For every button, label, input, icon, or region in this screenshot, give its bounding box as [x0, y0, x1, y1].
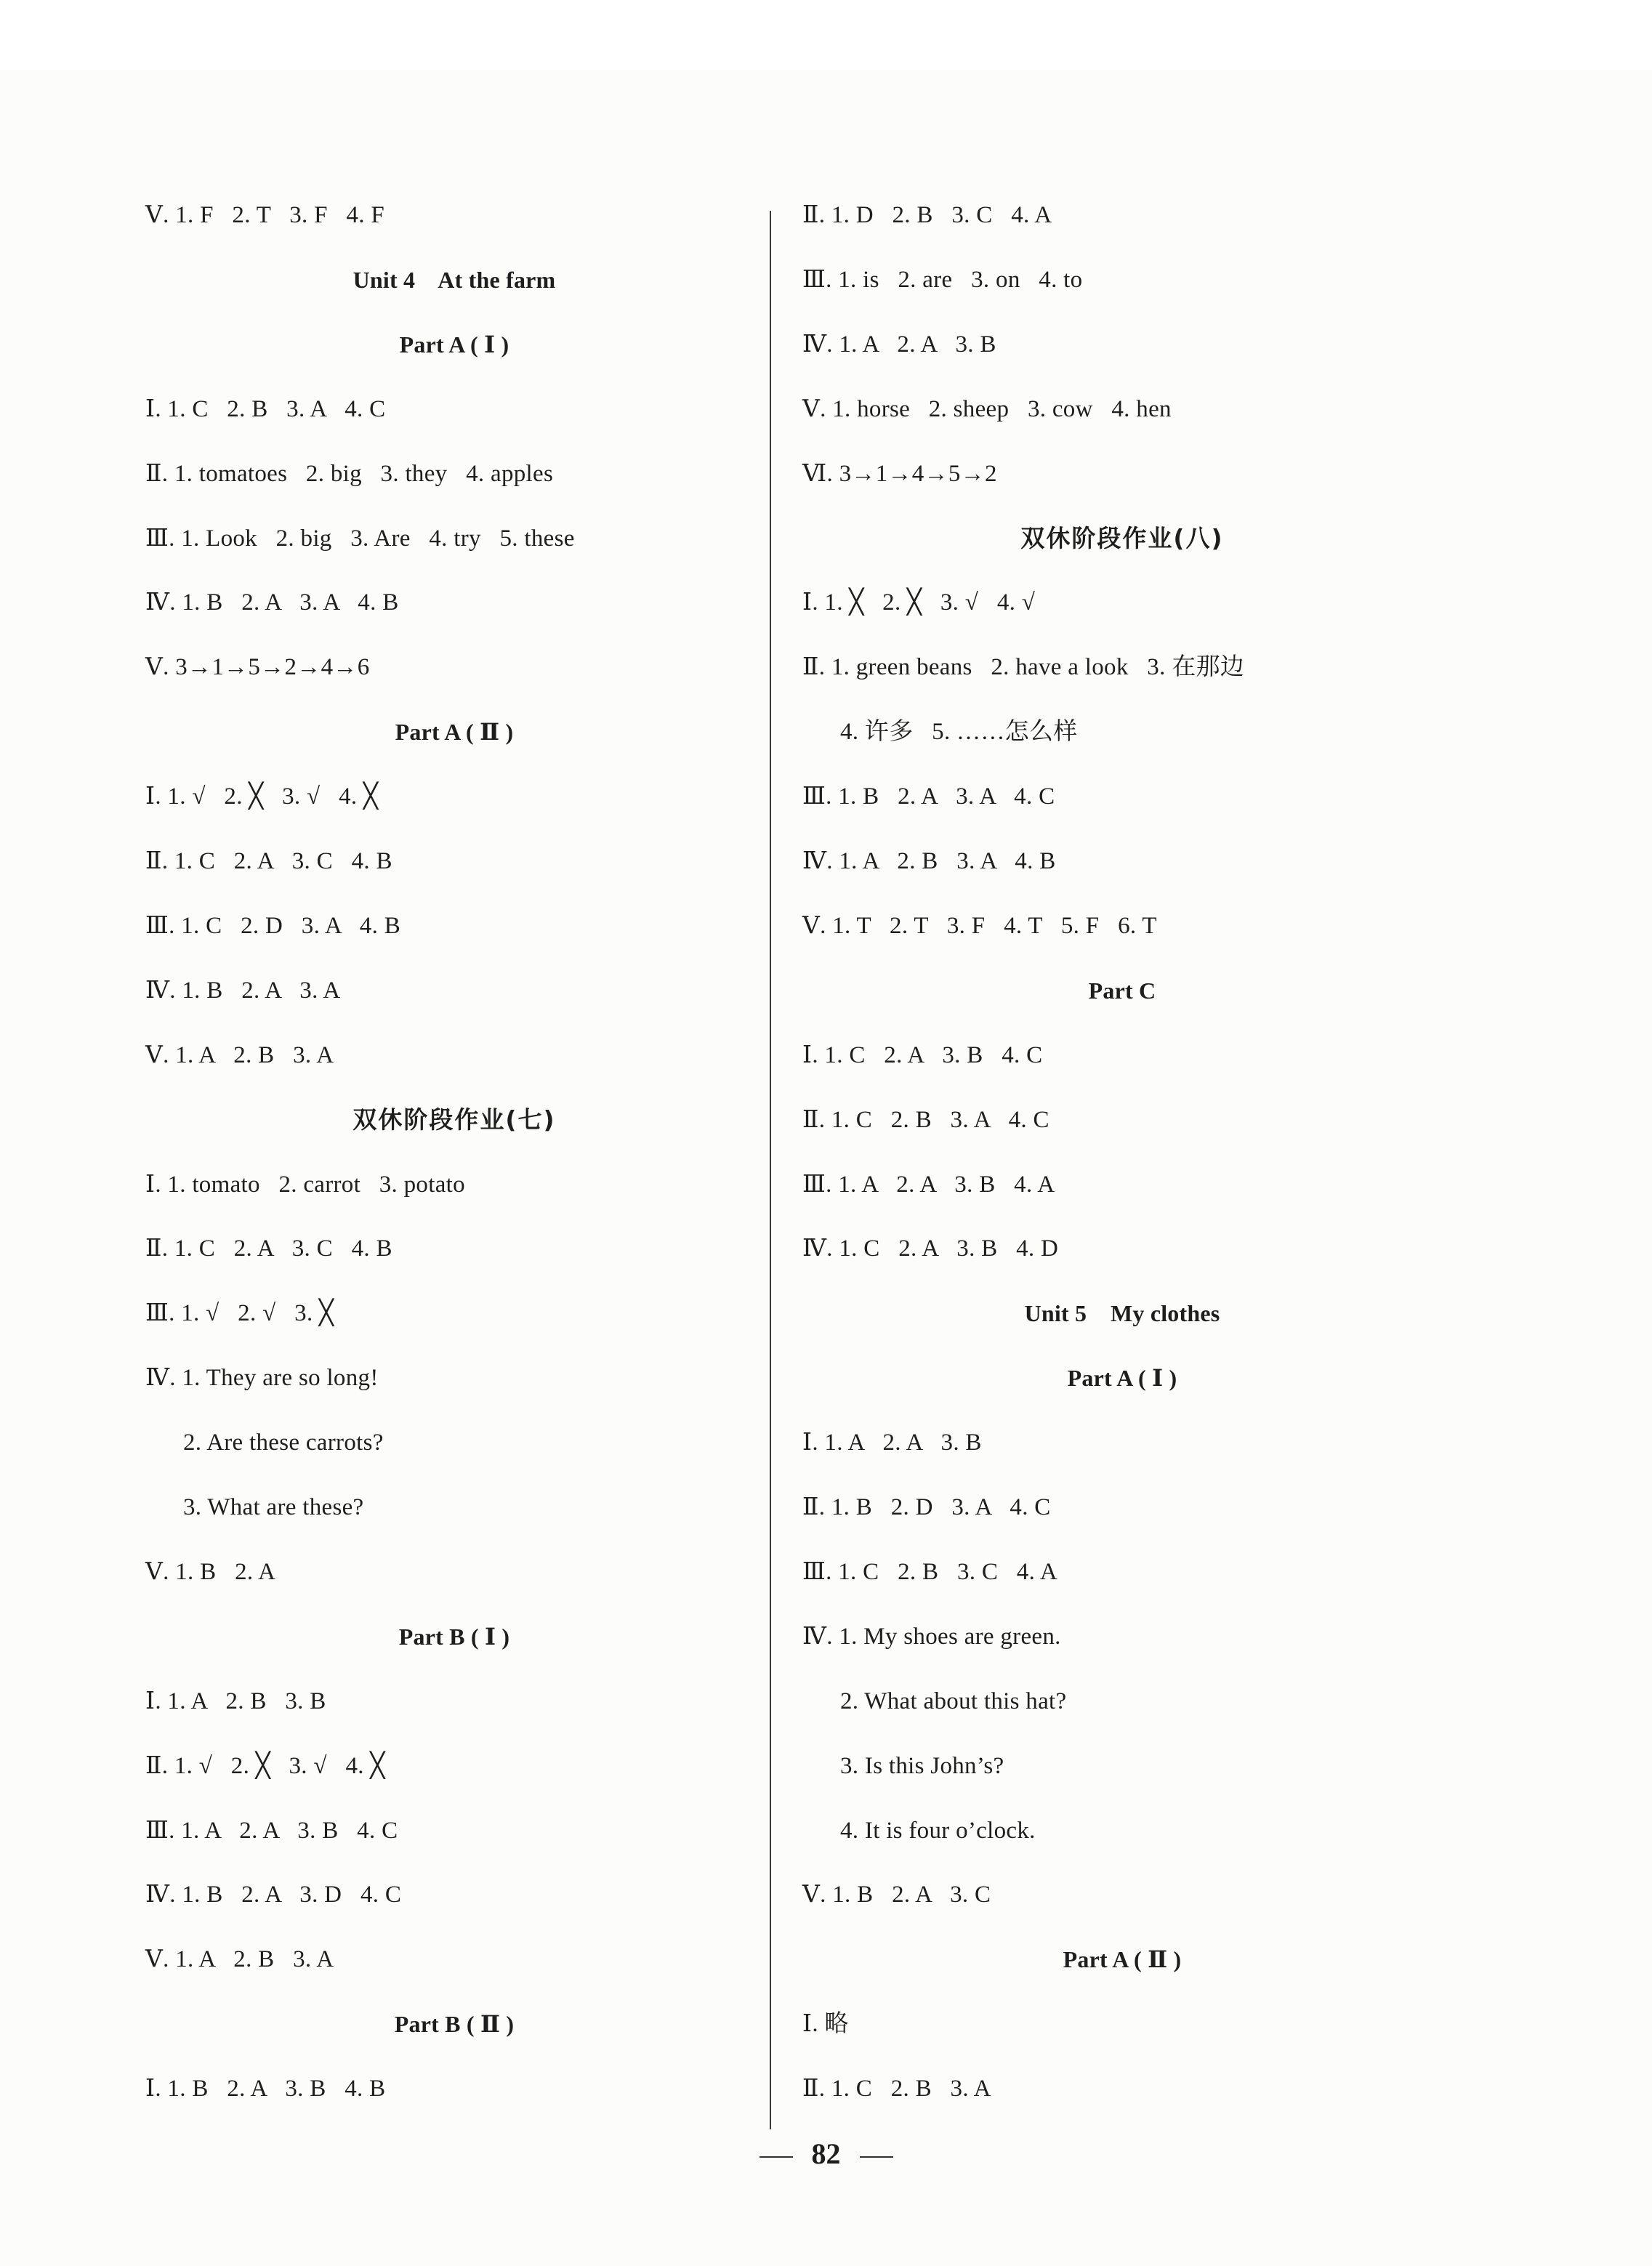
right-answer-line: Ⅰ. 1. C 2. A 3. B 4. C: [802, 1041, 1043, 1068]
left-answer-subline: 3. What are these?: [183, 1494, 364, 1520]
left-answer-line: Ⅲ. 1. A 2. A 3. B 4. C: [145, 1817, 398, 1844]
right-section-heading: Unit 5 My clothes: [1024, 1300, 1220, 1327]
right-answer-line: Ⅲ. 1. is 2. are 3. on 4. to: [802, 266, 1083, 293]
left-answer-line: Ⅱ. 1. C 2. A 3. C 4. B: [145, 1235, 392, 1262]
right-answer-line: Ⅳ. 1. A 2. B 3. A 4. B: [802, 848, 1056, 874]
left-section-heading: Part B ( Ⅱ ): [394, 2011, 515, 2038]
right-answer-line: Ⅱ. 1. C 2. B 3. A: [802, 2076, 991, 2102]
left-answer-line: Ⅱ. 1. tomatoes 2. big 3. they 4. apples: [145, 460, 554, 487]
left-answer-line: Ⅱ. 1. √ 2. ╳ 3. √ 4. ╳: [145, 1752, 385, 1779]
right-answer-line: Ⅳ. 1. C 2. A 3. B 4. D: [802, 1235, 1059, 1262]
left-answer-subline: 2. Are these carrots?: [183, 1430, 384, 1456]
left-answer-line: Ⅳ. 1. B 2. A 3. A: [145, 977, 341, 1004]
left-answer-line: Ⅲ. 1. C 2. D 3. A 4. B: [145, 912, 401, 939]
page-top-band: [0, 0, 1652, 70]
page-number: [0, 2137, 1652, 2171]
left-answer-line: Ⅱ. 1. C 2. A 3. C 4. B: [145, 848, 392, 874]
left-answer-line: Ⅴ. 1. A 2. B 3. A: [145, 1041, 334, 1068]
right-answer-line: Ⅱ. 1. D 2. B 3. C 4. A: [802, 202, 1052, 228]
right-answer-line: Ⅱ. 1. green beans 2. have a look 3. 在那边: [802, 654, 1245, 681]
left-answer-line: Ⅲ. 1. √ 2. √ 3. ╳: [145, 1300, 334, 1327]
right-answer-subline: 4. It is four o’clock.: [840, 1817, 1036, 1844]
left-answer-line: Ⅲ. 1. Look 2. big 3. Are 4. try 5. these: [145, 525, 575, 552]
right-section-heading: Part C: [1088, 977, 1156, 1004]
right-section-heading: Part A ( Ⅱ ): [1063, 1946, 1182, 1973]
right-answer-line: Ⅱ. 1. B 2. D 3. A 4. C: [802, 1494, 1051, 1520]
left-section-heading: Part A ( Ⅰ ): [399, 331, 509, 358]
left-answer-line: Ⅴ. 3→1→5→2→4→6: [145, 654, 370, 681]
right-answer-subline: 2. What about this hat?: [840, 1688, 1067, 1714]
right-answer-line: Ⅴ. 1. T 2. T 3. F 4. T 5. F 6. T: [802, 912, 1157, 939]
left-section-heading: Unit 4 At the farm: [352, 266, 556, 293]
right-answer-line: Ⅱ. 1. C 2. B 3. A 4. C: [802, 1106, 1049, 1133]
left-answer-line: Ⅰ. 1. B 2. A 3. B 4. B: [145, 2076, 386, 2102]
left-answer-line: Ⅰ. 1. √ 2. ╳ 3. √ 4. ╳: [145, 783, 379, 810]
right-answer-line: Ⅴ. 1. B 2. A 3. C: [802, 1882, 991, 1908]
right-section-heading: Part A ( Ⅰ ): [1067, 1365, 1177, 1392]
right-section-heading: 双休阶段作业(八): [1020, 523, 1224, 552]
left-section-heading: 双休阶段作业(七): [352, 1105, 556, 1134]
column-divider: [770, 211, 771, 2129]
right-answer-line: Ⅰ. 略: [802, 2011, 849, 2038]
right-answer-subline: 3. Is this John’s?: [840, 1752, 1004, 1779]
right-answer-line: Ⅳ. 1. My shoes are green.: [802, 1623, 1061, 1650]
right-answer-line: Ⅰ. 1. A 2. A 3. B: [802, 1430, 982, 1456]
left-answer-line: Ⅴ. 1. B 2. A: [145, 1558, 276, 1585]
page-number-dash-right: [860, 2156, 893, 2158]
left-answer-line: Ⅳ. 1. B 2. A 3. A 4. B: [145, 589, 399, 616]
left-answer-line: Ⅴ. 1. A 2. B 3. A: [145, 1946, 334, 1973]
left-section-heading: Part B ( Ⅰ ): [398, 1623, 510, 1650]
left-answer-line: Ⅴ. 1. F 2. T 3. F 4. F: [145, 202, 385, 228]
left-answer-line: Ⅰ. 1. C 2. B 3. A 4. C: [145, 395, 386, 422]
left-answer-line: Ⅰ. 1. tomato 2. carrot 3. potato: [145, 1171, 465, 1198]
page-number-text: 82: [811, 2137, 841, 2170]
right-answer-line: Ⅲ. 1. C 2. B 3. C 4. A: [802, 1558, 1058, 1585]
left-answer-line: Ⅰ. 1. A 2. B 3. B: [145, 1688, 326, 1714]
right-answer-line: Ⅲ. 1. B 2. A 3. A 4. C: [802, 783, 1055, 810]
right-answer-line: Ⅴ. 1. horse 2. sheep 3. cow 4. hen: [802, 395, 1172, 422]
right-answer-subline: 4. 许多 5. ……怎么样: [840, 719, 1078, 746]
right-answer-line: Ⅰ. 1. ╳ 2. ╳ 3. √ 4. √: [802, 589, 1036, 616]
left-answer-line: Ⅳ. 1. B 2. A 3. D 4. C: [145, 1882, 402, 1908]
left-section-heading: Part A ( Ⅱ ): [395, 719, 514, 746]
right-answer-line: Ⅲ. 1. A 2. A 3. B 4. A: [802, 1171, 1055, 1198]
right-answer-line: Ⅵ. 3→1→4→5→2: [802, 460, 997, 487]
right-answer-line: Ⅳ. 1. A 2. A 3. B: [802, 331, 996, 358]
left-answer-line: Ⅳ. 1. They are so long!: [145, 1365, 379, 1392]
page-number-dash-left: [759, 2156, 793, 2158]
